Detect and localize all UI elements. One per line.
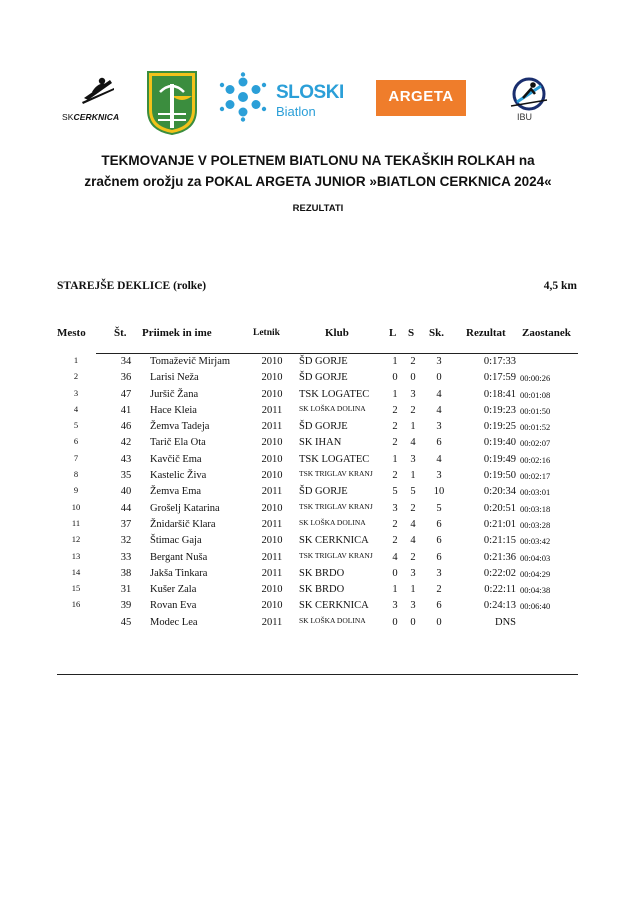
cell-name: Jakša Tinkara — [150, 567, 208, 579]
cell-zaostanek: 00:00:26 — [520, 373, 551, 384]
cell-rezultat: 0:18:41 — [483, 388, 516, 400]
cell-rezultat: 0:20:51 — [483, 502, 516, 514]
cell-l: 5 — [392, 486, 398, 498]
cell-letnik: 2011 — [261, 551, 283, 563]
cell-klub: SK IHAN — [299, 437, 342, 449]
cell-st: 47 — [120, 388, 132, 400]
table-row — [0, 419, 636, 435]
cell-st: 39 — [120, 600, 132, 612]
cell-st: 46 — [120, 421, 132, 433]
cell-mesto: 6 — [73, 436, 79, 447]
cell-l: 1 — [392, 453, 398, 465]
cell-sk: 0 — [436, 616, 442, 628]
table-footer-divider — [57, 674, 578, 675]
cell-letnik: 2010 — [261, 437, 283, 449]
cell-letnik: 2010 — [261, 535, 283, 547]
cell-letnik: 2011 — [261, 518, 283, 530]
cell-s: 5 — [410, 486, 416, 498]
cell-s: 0 — [410, 372, 416, 384]
table-row — [0, 354, 636, 370]
cell-zaostanek: 00:03:42 — [520, 536, 551, 547]
cell-s: 2 — [410, 356, 416, 367]
header-letnik: Letnik — [253, 328, 280, 338]
cell-rezultat: 0:21:15 — [483, 535, 516, 547]
cell-mesto: 8 — [73, 469, 79, 480]
cell-l: 0 — [392, 567, 398, 579]
cell-zaostanek: 00:03:01 — [520, 487, 551, 498]
cell-s: 1 — [410, 470, 416, 482]
header-sk: Sk. — [429, 327, 444, 339]
cell-klub: SK LOŠKA DOLINA — [299, 615, 366, 625]
cell-s: 3 — [410, 388, 416, 400]
cell-st: 43 — [120, 453, 132, 465]
cell-sk: 4 — [436, 388, 442, 400]
cell-sk: 3 — [436, 567, 442, 579]
results-subtitle: REZULTATI — [292, 203, 344, 214]
cell-rezultat: DNS — [494, 616, 516, 628]
table-row — [0, 501, 636, 517]
cell-mesto: 3 — [73, 387, 79, 398]
cell-name: Modec Lea — [150, 616, 198, 628]
cell-zaostanek: 00:04:03 — [520, 552, 551, 563]
cell-name: Štimac Gaja — [150, 535, 202, 547]
cell-sk: 6 — [436, 535, 442, 547]
cell-st: 33 — [120, 551, 132, 563]
cell-name: Larisi Neža — [150, 372, 199, 384]
cell-letnik: 2011 — [261, 404, 283, 416]
cell-sk: 4 — [436, 404, 442, 416]
cell-name: Hace Kleia — [150, 404, 197, 416]
sloski-logo-title: SLOSKI — [276, 82, 344, 103]
cell-l: 1 — [392, 584, 398, 596]
cell-st: 45 — [120, 616, 132, 628]
cell-zaostanek: 00:02:16 — [520, 454, 551, 465]
table-row — [0, 566, 636, 582]
cell-l: 0 — [392, 616, 398, 628]
cell-letnik: 2011 — [261, 486, 283, 498]
municipality-crest-logo — [146, 70, 198, 136]
cell-sk: 6 — [436, 600, 442, 612]
cell-rezultat: 0:24:13 — [483, 600, 516, 612]
cell-klub: ŠD GORJE — [299, 486, 348, 498]
cell-letnik: 2010 — [261, 453, 283, 465]
cell-st: 34 — [120, 356, 132, 367]
cell-klub: ŠD GORJE — [299, 421, 348, 433]
cell-mesto: 11 — [71, 517, 81, 528]
cell-name: Kušer Zala — [150, 584, 197, 596]
cell-name: Bergant Nuša — [150, 551, 208, 563]
cell-rezultat: 0:19:50 — [483, 470, 516, 482]
cell-st: 40 — [120, 486, 132, 498]
cell-rezultat: 0:19:49 — [483, 453, 516, 465]
cell-rezultat: 0:17:59 — [483, 372, 516, 384]
cell-rezultat: 0:21:36 — [483, 551, 516, 563]
cell-rezultat: 0:21:01 — [483, 518, 516, 530]
title-line-1: TEKMOVANJE V POLETNEM BIATLONU NA TEKAŠKIH ROLKAH na — [101, 153, 535, 168]
cell-l: 4 — [392, 551, 398, 563]
cell-name: Tomaževič Mirjam — [150, 356, 231, 367]
cell-s: 2 — [410, 502, 416, 514]
ski-jumper-icon — [80, 74, 116, 106]
cell-letnik: 2010 — [261, 502, 283, 514]
cell-klub: ŠD GORJE — [299, 356, 348, 367]
cell-rezultat: 0:19:23 — [483, 404, 516, 416]
cell-mesto: 2 — [73, 371, 79, 382]
cell-l: 2 — [392, 421, 398, 433]
crest-icon — [146, 70, 198, 136]
cell-klub: SK BRDO — [299, 567, 345, 579]
cell-s: 3 — [410, 567, 416, 579]
cell-letnik: 2010 — [261, 584, 283, 596]
cell-s: 2 — [410, 404, 416, 416]
cell-rezultat: 0:22:11 — [484, 584, 516, 596]
cell-letnik: 2011 — [261, 421, 283, 433]
table-row — [0, 582, 636, 598]
header-s: S — [408, 327, 415, 339]
cell-mesto: 9 — [73, 485, 79, 496]
cell-sk: 6 — [436, 437, 442, 449]
cell-s: 4 — [410, 437, 416, 449]
cell-rezultat: 0:17:33 — [483, 356, 516, 367]
cell-klub: TSK TRIGLAV KRANJ — [299, 501, 373, 511]
cell-l: 2 — [392, 470, 398, 482]
cell-l: 2 — [392, 404, 398, 416]
cell-klub: SK LOŠKA DOLINA — [299, 403, 366, 413]
table-row — [0, 533, 636, 549]
table-row — [0, 468, 636, 484]
sk-cerknica-logo — [62, 74, 132, 124]
title-line-2: zračnem orožju za POKAL ARGETA JUNIOR »BIATLON CERKNICA 2024« — [84, 174, 552, 189]
cell-mesto: 12 — [71, 534, 81, 545]
cell-rezultat: 0:22:02 — [483, 567, 516, 579]
cell-zaostanek: 00:02:07 — [520, 438, 551, 449]
snowflake-icon — [218, 72, 268, 122]
cell-mesto: 1 — [73, 355, 79, 365]
cell-st: 38 — [120, 567, 132, 579]
cell-klub: TSK LOGATEC — [299, 453, 370, 465]
table-row — [0, 370, 636, 386]
cell-rezultat: 0:20:34 — [483, 486, 516, 498]
cell-l: 3 — [392, 600, 398, 612]
header-l: L — [389, 327, 397, 339]
cell-sk: 3 — [436, 470, 442, 482]
cell-name: Juršič Žana — [150, 388, 199, 400]
cell-mesto: 7 — [73, 452, 79, 463]
cell-sk: 2 — [436, 584, 442, 596]
results-table-body — [0, 354, 636, 631]
cell-zaostanek: 00:04:29 — [520, 568, 551, 579]
cell-st: 42 — [120, 437, 132, 449]
cell-sk: 4 — [436, 453, 442, 465]
cell-zaostanek: 00:01:08 — [520, 389, 551, 400]
cell-klub: TSK LOGATEC — [299, 388, 370, 400]
cell-s: 1 — [410, 584, 416, 596]
cell-sk: 0 — [436, 372, 442, 384]
cell-mesto: 15 — [71, 583, 81, 594]
cell-sk: 6 — [436, 518, 442, 530]
distance-label: 4,5 km — [543, 280, 577, 292]
table-row — [0, 403, 636, 419]
cell-name: Žemva Tadeja — [150, 421, 210, 433]
cell-klub: SK CERKNICA — [299, 600, 369, 612]
cell-name: Žemva Ema — [150, 486, 202, 498]
sponsor-logos — [0, 66, 636, 146]
cell-klub: ŠD GORJE — [299, 372, 348, 384]
cell-s: 3 — [410, 453, 416, 465]
cell-klub: SK CERKNICA — [299, 535, 369, 547]
cell-st: 41 — [120, 404, 132, 416]
cell-sk: 5 — [436, 502, 442, 514]
cell-mesto: 10 — [71, 501, 81, 512]
cell-sk: 3 — [436, 421, 442, 433]
table-row — [0, 452, 636, 468]
cell-mesto: 5 — [73, 420, 79, 431]
argeta-logo — [376, 80, 466, 116]
ibu-logo-text: IBU — [517, 112, 533, 122]
cell-l: 1 — [392, 388, 398, 400]
argeta-logo-text: ARGETA — [388, 88, 454, 105]
cell-st: 32 — [120, 535, 132, 547]
cell-klub: TSK TRIGLAV KRANJ — [299, 550, 373, 560]
table-row — [0, 517, 636, 533]
cell-letnik: 2010 — [261, 388, 283, 400]
cell-zaostanek: 00:01:50 — [520, 405, 551, 416]
cell-s: 0 — [410, 616, 416, 628]
header-name: Priimek in ime — [142, 327, 212, 339]
cell-s: 4 — [410, 518, 416, 530]
table-row — [0, 484, 636, 500]
cell-letnik: 2010 — [261, 372, 283, 384]
header-zaostanek: Zaostanek — [522, 327, 571, 339]
cell-l: 2 — [392, 518, 398, 530]
cell-letnik: 2010 — [261, 600, 283, 612]
header-rezultat: Rezultat — [466, 327, 506, 339]
cell-l: 2 — [392, 535, 398, 547]
cell-st: 35 — [120, 470, 132, 482]
cell-zaostanek: 00:03:28 — [520, 519, 551, 530]
document-title — [20, 150, 616, 192]
sloski-logo-subtitle: Biatlon — [276, 104, 316, 119]
sk-cerknica-logo-text: SKCERKNICA — [62, 112, 120, 122]
cell-st: 36 — [120, 372, 132, 384]
header-mesto: Mesto — [57, 327, 86, 339]
cell-rezultat: 0:19:25 — [483, 421, 516, 433]
cell-name: Žnidaršič Klara — [150, 518, 216, 530]
cell-mesto: 16 — [71, 599, 81, 610]
cell-l: 2 — [392, 437, 398, 449]
cell-st: 44 — [120, 502, 132, 514]
cell-name: Kavčič Ema — [150, 453, 202, 465]
table-row — [0, 615, 636, 631]
cell-name: Rovan Eva — [150, 600, 197, 612]
cell-zaostanek: 00:03:18 — [520, 503, 551, 514]
cell-l: 1 — [392, 356, 398, 367]
cell-name: Tarič Ela Ota — [150, 437, 206, 449]
cell-klub: TSK TRIGLAV KRANJ — [299, 469, 373, 479]
cell-l: 0 — [392, 372, 398, 384]
cell-zaostanek: 00:04:38 — [520, 585, 551, 596]
cell-klub: SK BRDO — [299, 584, 345, 596]
header-klub: Klub — [325, 327, 349, 339]
cell-klub: SK LOŠKA DOLINA — [299, 517, 366, 527]
cell-sk: 6 — [436, 551, 442, 563]
cell-s: 3 — [410, 600, 416, 612]
cell-letnik: 2011 — [261, 567, 283, 579]
cell-sk: 3 — [436, 356, 442, 367]
cell-st: 37 — [120, 518, 132, 530]
cell-zaostanek: 00:01:52 — [520, 422, 551, 433]
cell-l: 3 — [392, 502, 398, 514]
cell-zaostanek: 00:02:17 — [520, 471, 551, 482]
cell-name: Grošelj Katarina — [150, 502, 220, 514]
sloski-biatlon-logo — [218, 72, 348, 122]
cell-rezultat: 0:19:40 — [483, 437, 516, 449]
cell-mesto: 13 — [71, 550, 81, 561]
ibu-logo — [501, 76, 557, 128]
cell-letnik: 2011 — [261, 616, 283, 628]
cell-zaostanek: 00:06:40 — [520, 601, 551, 612]
cell-mesto: 14 — [71, 566, 81, 577]
table-row — [0, 387, 636, 403]
cell-st: 31 — [120, 584, 132, 596]
table-row — [0, 550, 636, 566]
cell-letnik: 2010 — [261, 356, 283, 367]
table-row — [0, 598, 636, 614]
cell-s: 4 — [410, 535, 416, 547]
cell-s: 2 — [410, 551, 416, 563]
cell-s: 1 — [410, 421, 416, 433]
cell-name: Kastelic Živa — [150, 470, 207, 482]
cell-mesto: 4 — [73, 403, 79, 414]
biathlete-icon — [501, 76, 557, 112]
header-st: Št. — [114, 327, 127, 339]
cell-letnik: 2010 — [261, 470, 283, 482]
cell-sk: 10 — [433, 486, 445, 498]
table-row — [0, 435, 636, 451]
category-label: STAREJŠE DEKLICE (rolke) — [57, 280, 207, 292]
